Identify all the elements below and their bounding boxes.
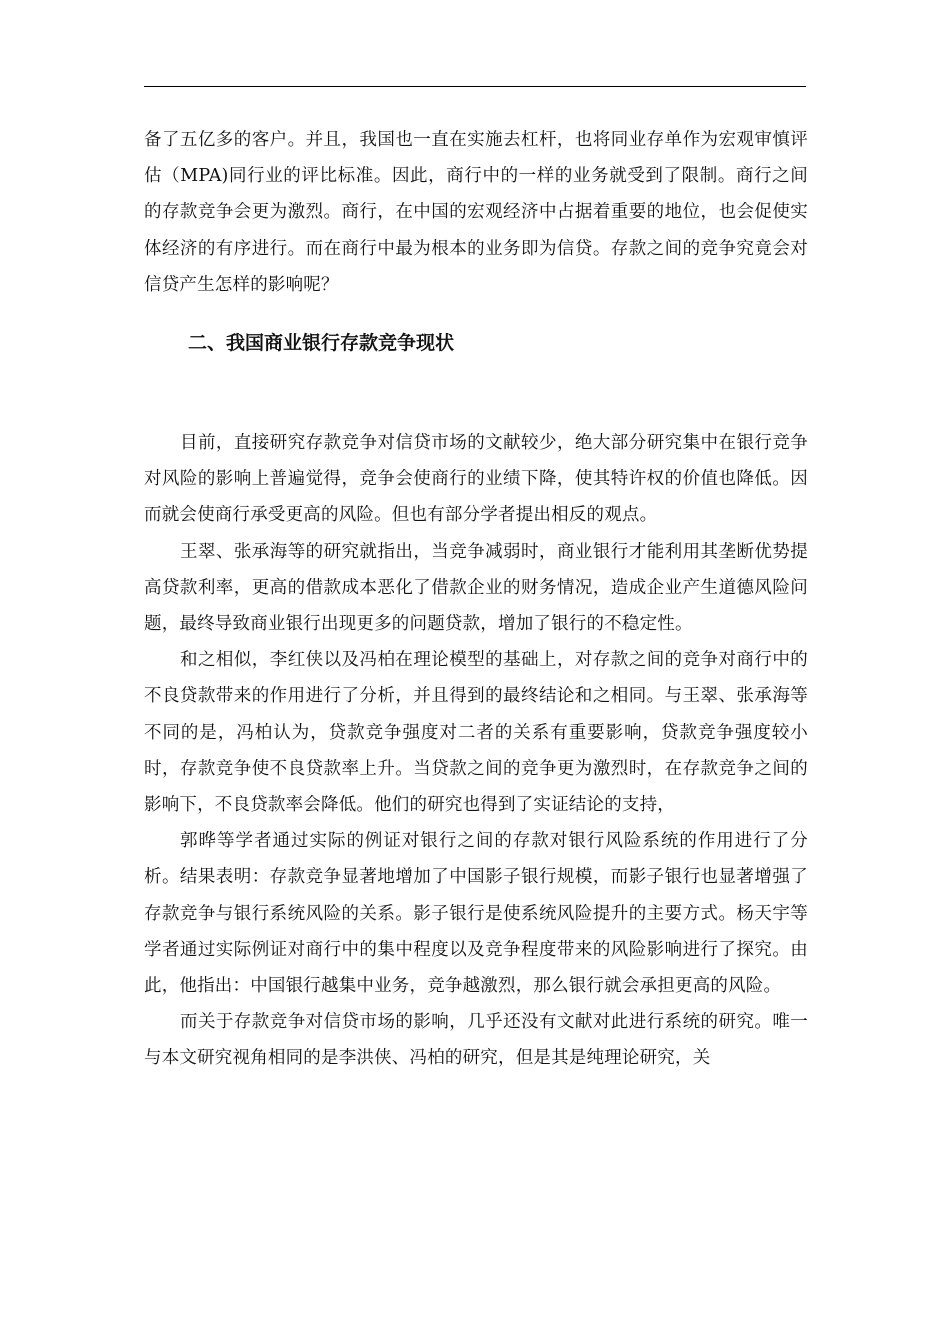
paragraph-2: 王翠、张承海等的研究就指出，当竞争减弱时，商业银行才能利用其垄断优势提高贷款利率，更高的借款成本恶化了借款企业的财务情况，造成企业产生道德风险问题，最终导致商业银行出现更多的问题贷款，增加了银行的不稳定性。 (144, 541, 808, 635)
document-body (144, 122, 808, 1077)
section-heading: 二、我国商业银行存款竞争现状 (188, 332, 455, 355)
section-spacer (144, 365, 808, 425)
paragraph-5: 而关于存款竞争对信贷市场的影响，几乎还没有文献对此进行系统的研究。唯一与本文研究视角相同的是李洪侠、冯柏的研究，但是其是纯理论研究，关 (144, 1012, 808, 1069)
paragraph-4: 郭晔等学者通过实际的例证对银行之间的存款对银行风险系统的作用进行了分析。结果表明：存款竞争显著地增加了中国影子银行规模，而影子银行也显著增强了存款竞争与银行系统风险的关系。影子银行是使系统风险提升的主要方式。杨天宇等学者通过实际例证对商行中的集中程度以及竞争程度带来的风险影响进行了探究。由此，他指出：中国银行越集中业务，竞争越激烈，那么银行就会承担更高的风险。 (144, 831, 808, 997)
header-rule (144, 86, 806, 87)
paragraph-3: 和之相似，李红侠以及冯柏在理论模型的基础上，对存款之间的竞争对商行中的不良贷款带来的作用进行了分析，并且得到的最终结论和之相同。与王翠、张承海等不同的是，冯柏认为，贷款竞争强度对二者的关系有重要影响，贷款竞争强度较小时，存款竞争使不良贷款率上升。当贷款之间的竞争更为激烈时，在存款竞争之间的影响下，不良贷款率会降低。他们的研究也得到了实证结论的支持， (144, 650, 808, 816)
paragraph-intro-continued: 备了五亿多的客户。并且，我国也一直在实施去杠杆，也将同业存单作为宏观审慎评估（MPA)同行业的评比标准。因此，商行中的一样的业务就受到了限制。商行之间的存款竞争会更为激烈。商行，在中国的宏观经济中占据着重要的地位，也会促使实体经济的有序进行。而在商行中最为根本的业务即为信贷。存款之间的竞争究竟会对信贷产生怎样的影响呢？ (144, 130, 808, 295)
paragraph-1: 目前，直接研究存款竞争对信贷市场的文献较少，绝大部分研究集中在银行竞争对风险的影响上普遍觉得，竞争会使商行的业绩下降，使其特许权的价值也降低。因而就会使商行承受更高的风险。但也有部分学者提出相反的观点。 (144, 433, 808, 526)
